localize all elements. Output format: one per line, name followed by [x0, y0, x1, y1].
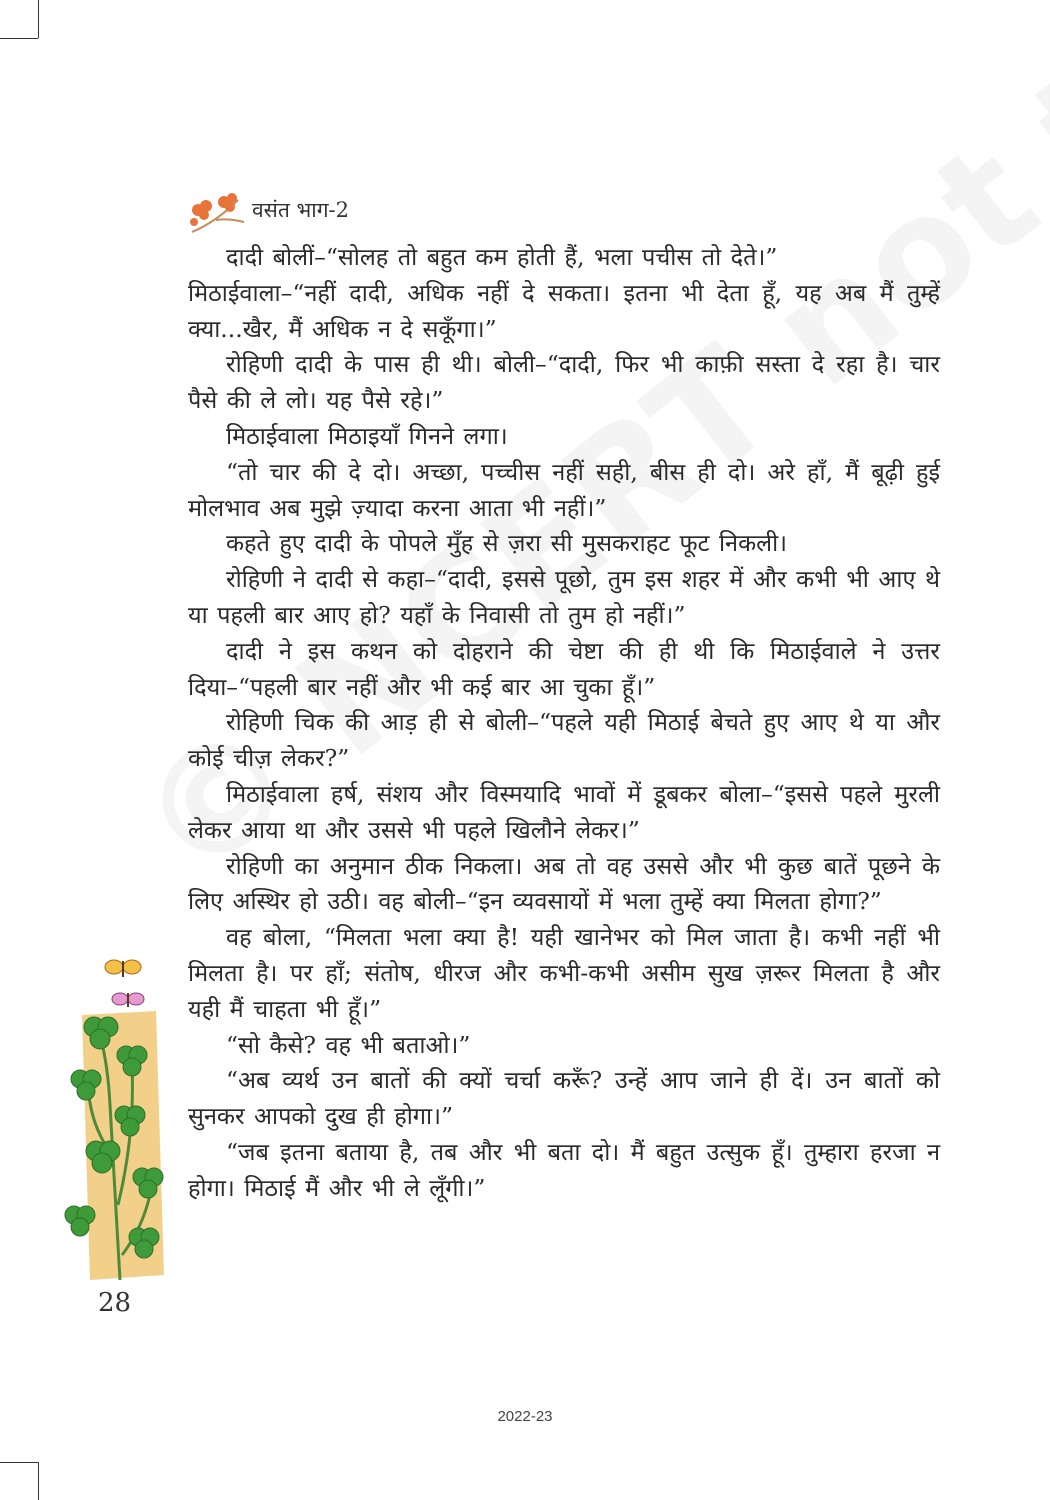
paragraph: रोहिणी का अनुमान ठीक निकला। अब तो वह उससे और भी कुछ बातें पूछने के लिए अस्थिर हो उठी। वह बोली–“इन व्यवसायों में भला तुम्हें क्या मिलता होगा?” — [188, 851, 940, 916]
paragraph: “जब इतना बताया है, तब और भी बता दो। मैं बहुत उत्सुक हूँ। तुम्हारा हरजा न होगा। मिठाई मैं और भी ले लूँगी।” — [188, 1137, 940, 1202]
butterfly-icon — [112, 993, 144, 1007]
paragraph: “तो चार की दे दो। अच्छा, पच्चीस नहीं सही, बीस ही दो। अरे हाँ, मैं बूढ़ी हुई मोलभाव अब मुझे ज़्यादा करना आता भी नहीं।” — [188, 457, 940, 522]
crop-mark — [38, 0, 39, 38]
paragraph: कहते हुए दादी के पोपले मुँह से ज़रा सी मुसकराहट फूट निकली। — [226, 529, 788, 558]
paragraph: दादी बोलीं–“सोलह तो बहुत कम होती हैं, भला पचीस तो देते।” — [226, 243, 778, 271]
paragraph: मिठाईवाला–“नहीं दादी, अधिक नहीं दे सकता। इतना भी देता हूँ, यह अब मैं तुम्हें क्या...खैर, मैं अधिक न दे सकूँगा।” — [188, 278, 940, 343]
paragraph: “सो कैसे? वह भी बताओ।” — [226, 1030, 471, 1059]
paragraph: मिठाईवाला मिठाइयाँ गिनने लगा। — [226, 421, 508, 450]
book-title: वसंत भाग-2 — [252, 198, 349, 222]
paragraph: दादी ने इस कथन को दोहराने की चेष्टा की ही थी कि मिठाईवाले ने उत्तर दिया–“पहली बार नहीं और भी कई बार आ चुका हूँ।” — [188, 636, 940, 701]
clover-butterfly-illustration — [60, 955, 170, 1285]
crop-mark — [0, 38, 38, 39]
paragraph: “अब व्यर्थ उन बातों की क्यों चर्चा करूँ? उन्हें आप जाने ही दें। उन बातों को सुनकर आपको दुख ही होगा।” — [188, 1066, 940, 1131]
paragraph: वह बोला, “मिलता भला क्या है! यही खानेभर को मिल जाता है। कभी नहीं भी मिलता है। पर हाँ; संतोष, धीरज और कभी-कभी असीम सुख ज़रूर मिलता है और यही मैं चाहता भी हूँ।” — [188, 923, 940, 1023]
butterfly-icon — [105, 960, 141, 977]
story-text — [188, 240, 940, 1207]
page-number: 28 — [98, 1288, 132, 1318]
crop-mark — [0, 1462, 38, 1463]
crop-mark — [38, 1462, 39, 1500]
paragraph: रोहिणी चिक की आड़ ही से बोली–“पहले यही मिठाई बेचते हुए आए थे या और कोई चीज़ लेकर?” — [188, 708, 940, 773]
paragraph: रोहिणी ने दादी से कहा–“दादी, इससे पूछो, तुम इस शहर में और कभी भी आए थे या पहली बार आए हो? यहाँ के निवासी तो तुम हो नहीं।” — [188, 565, 940, 629]
paragraph: रोहिणी दादी के पास ही थी। बोली–“दादी, फिर भी काफ़ी सस्ता दे रहा है। चार पैसे की ले लो। यह पैसे रहे।” — [188, 350, 940, 415]
flower-sprig-icon — [186, 192, 256, 236]
paragraph: मिठाईवाला हर्ष, संशय और विस्मयादि भावों में डूबकर बोला–“इससे पहले मुरली लेकर आया था और उससे भी पहले खिलौने लेकर।” — [188, 779, 940, 844]
footer-year: 2022-23 — [497, 1408, 553, 1425]
